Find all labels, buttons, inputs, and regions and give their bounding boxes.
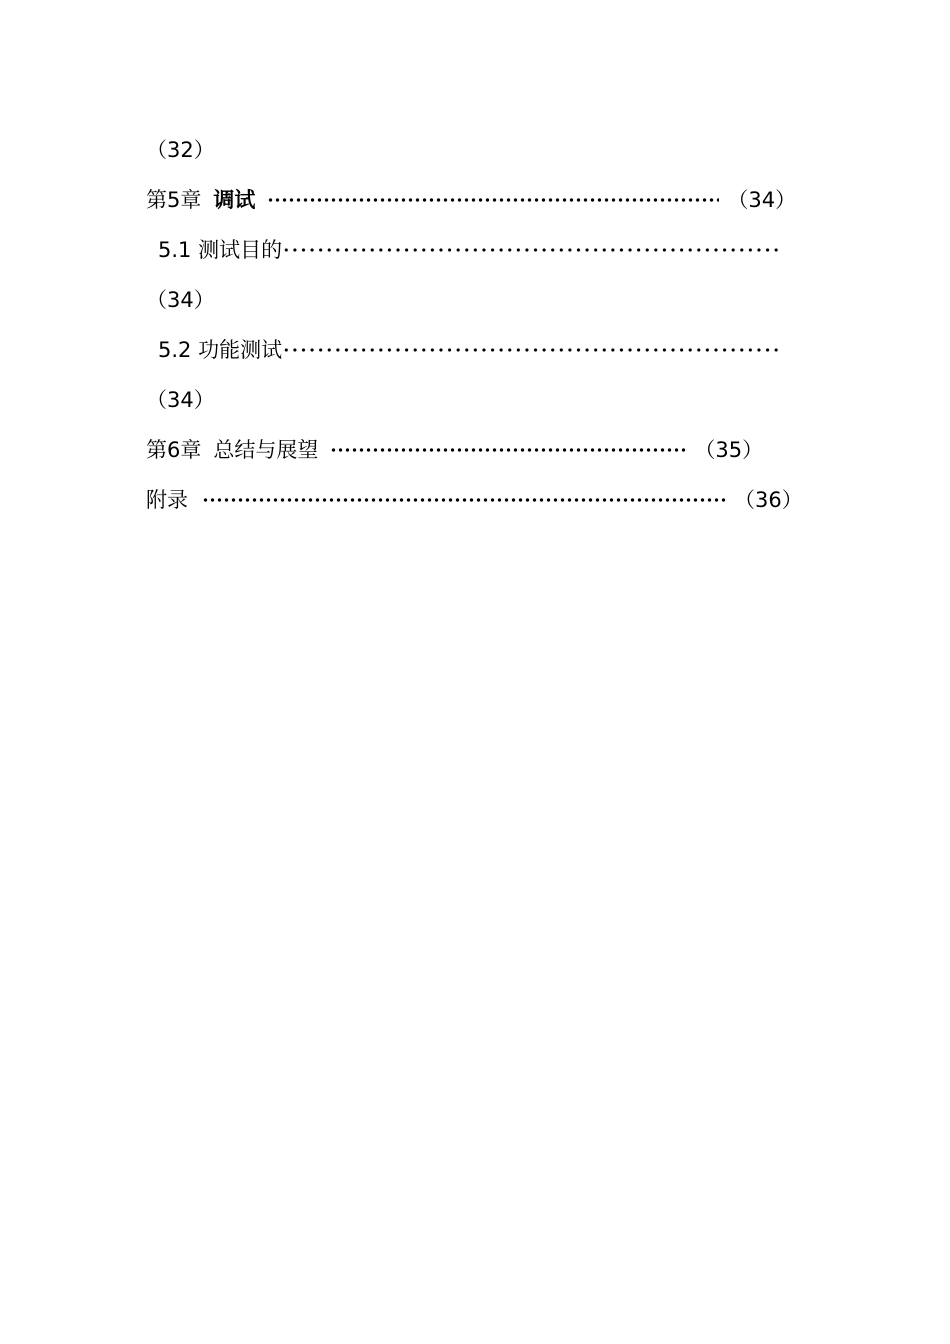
dot-leader — [330, 448, 688, 452]
toc-entry-section-5-2-page — [146, 386, 215, 414]
toc-entry-section-5-1-page — [146, 286, 215, 314]
dot-leader — [267, 198, 719, 202]
toc-entry-chapter-5[interactable] — [146, 186, 796, 214]
page-number: （32） — [146, 138, 215, 162]
dot-leader — [282, 348, 780, 352]
toc-entry-section-5-2[interactable] — [158, 336, 780, 364]
chapter-title: 总结与展望 — [213, 438, 319, 462]
page-number: （34） — [146, 388, 215, 412]
appendix-title: 附录 — [146, 488, 188, 512]
section-label: 5.1 测试目的 — [158, 238, 283, 262]
chapter-title: 调试 — [213, 188, 256, 212]
chapter-prefix: 第5章 — [146, 188, 202, 212]
page-number: （34） — [727, 188, 797, 212]
page-number: （36） — [734, 488, 803, 512]
toc-entry-section-5-1[interactable] — [158, 236, 780, 264]
chapter-prefix: 第6章 — [146, 438, 202, 462]
toc-entry-appendix[interactable] — [146, 486, 803, 514]
section-label: 5.2 功能测试 — [158, 338, 283, 362]
page-number: （34） — [146, 288, 215, 312]
dot-leader — [202, 498, 726, 502]
page-number: （35） — [694, 438, 764, 462]
toc-entry-chapter-6[interactable] — [146, 436, 763, 464]
toc-continuation — [146, 136, 215, 164]
dot-leader — [282, 248, 780, 252]
